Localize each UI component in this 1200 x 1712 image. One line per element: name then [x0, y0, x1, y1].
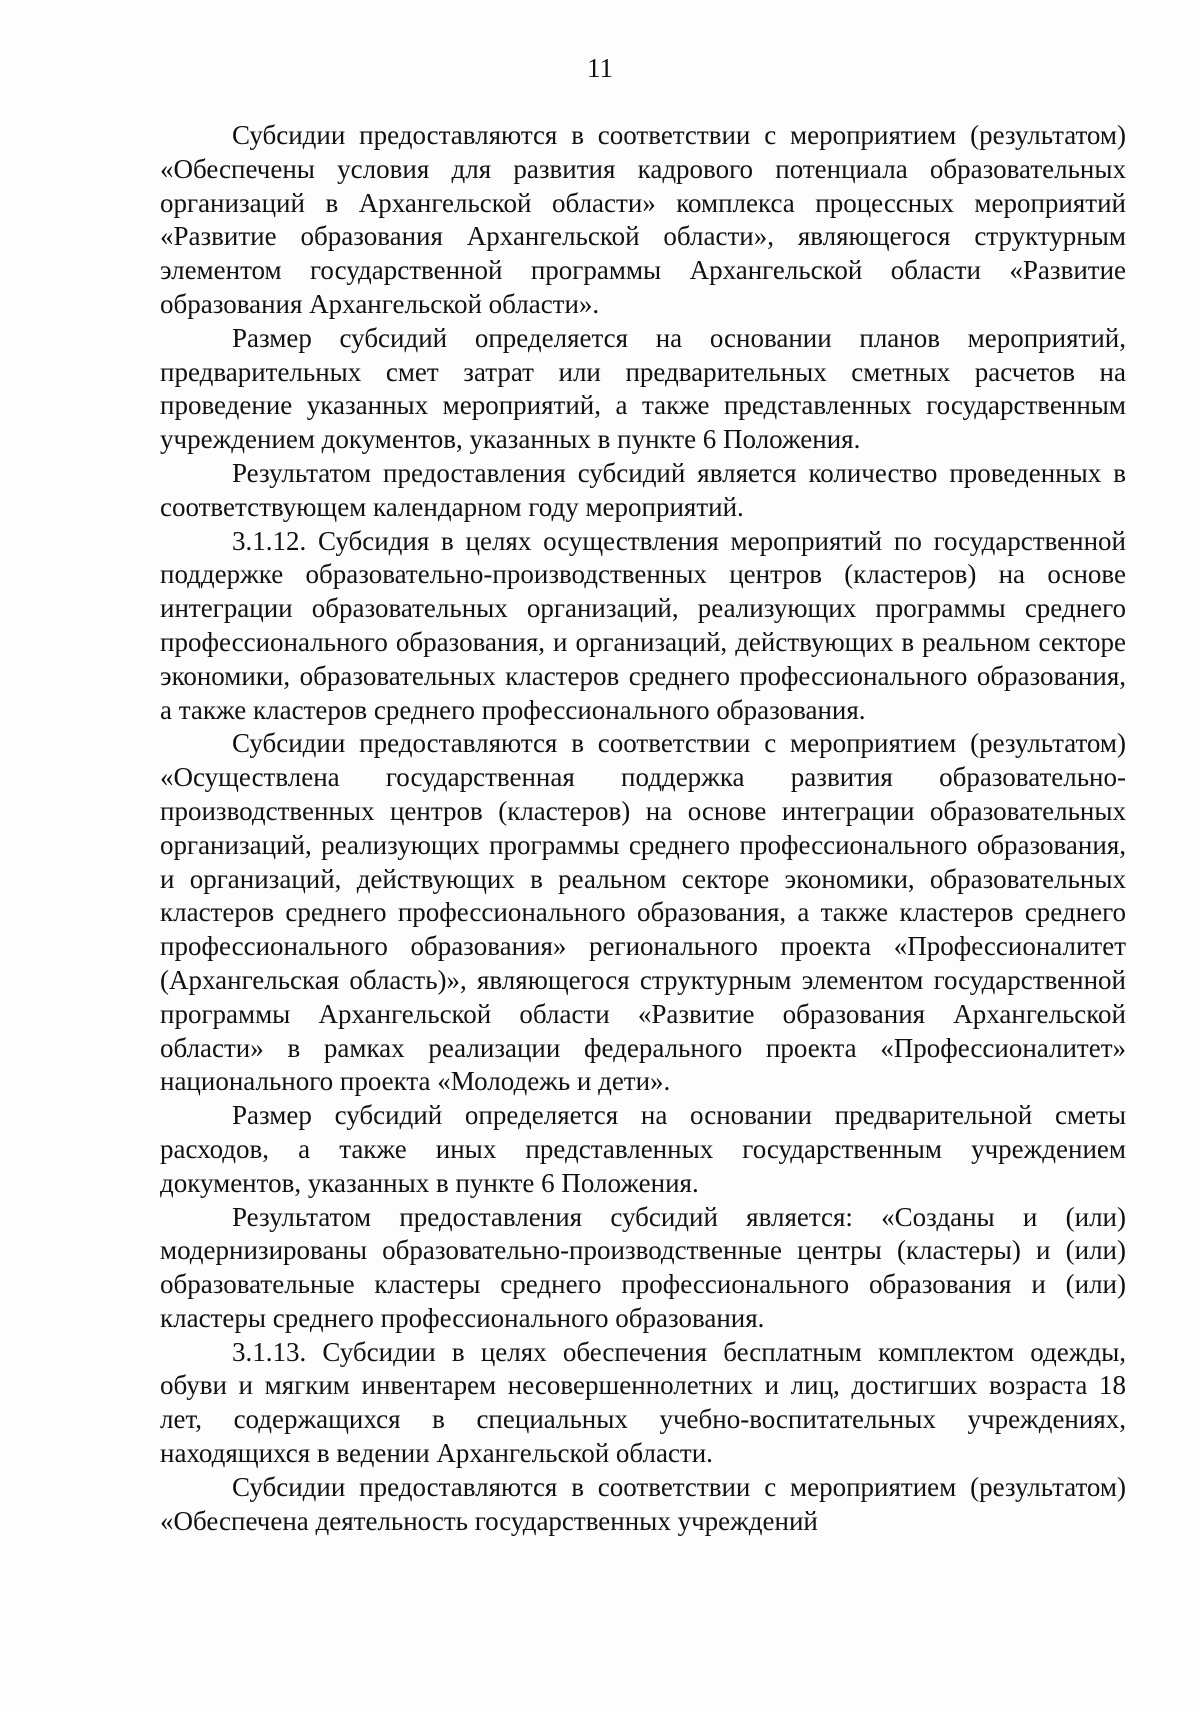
paragraph: Результатом предоставления субсидий является количество проведенных в соответствующем календарном году мероприятий. [160, 457, 1126, 522]
paragraph: Размер субсидий определяется на основании предварительной сметы расходов, а также иных представленных государственным учреждением документов, указанных в пункте 6 Положения. [160, 1100, 1126, 1198]
paragraph: Результатом предоставления субсидий является: «Созданы и (или) модернизированы образовательно-производственные центры (кластеры) и (или) образовательные кластеры среднего профессионального образования и (или) кластеры среднего профессионального образования. [160, 1201, 1126, 1333]
paragraph: Субсидии предоставляются в соответствии с мероприятием (результатом) «Осуществлена государственная поддержка развития образовательно-производственных центров (кластеров) на основе интеграции образовательных организаций, реализующих программы среднего профессионального образования, и организаций, действующих в реальном секторе экономики, образовательных кластеров среднего профессионального образования, а также кластеров среднего профессионального образования» регионального проекта «Профессионалитет (Архангельская область)», являющегося структурным элементом государственной программы Архангельской области «Развитие образования Архангельской области» в рамках реализации федерального проекта «Профессионалитет» национального проекта «Молодежь и дети». [160, 728, 1126, 1097]
paragraph: Размер субсидий определяется на основании планов мероприятий, предварительных смет затрат или предварительных сметных расчетов на проведение указанных мероприятий, а также представленных государственным учреждением документов, указанных в пункте 6 Положения. [160, 322, 1126, 455]
section-paragraph-3-1-13: 3.1.13. Субсидии в целях обеспечения бесплатным комплектом одежды, обуви и мягким инвентарем несовершеннолетних и лиц, достигших возраста 18 лет, содержащихся в специальных учебно-воспитательных учреждениях, находящихся в ведении Архангельской области. [160, 1336, 1126, 1469]
section-paragraph-3-1-12: 3.1.12. Субсидия в целях осуществления мероприятий по государственной поддержке образовательно-производственных центров (кластеров) на основе интеграции образовательных организаций, реализующих программы среднего профессионального образования, и организаций, действующих в реальном секторе экономики, образовательных кластеров среднего профессионального образования, а также кластеров среднего профессионального образования. [160, 525, 1126, 725]
document-body [160, 119, 1126, 1538]
page-number: 11 [587, 53, 613, 83]
paragraph: Субсидии предоставляются в соответствии с мероприятием (результатом) «Обеспечены условия для развития кадрового потенциала образовательных организаций в Архангельской области» комплекса процессных мероприятий «Развитие образования Архангельской области», являющегося структурным элементом государственной программы Архангельской области «Развитие образования Архангельской области». [160, 120, 1126, 319]
paragraph: Субсидии предоставляются в соответствии с мероприятием (результатом) «Обеспечена деятельность государственных учреждений [160, 1471, 1126, 1536]
